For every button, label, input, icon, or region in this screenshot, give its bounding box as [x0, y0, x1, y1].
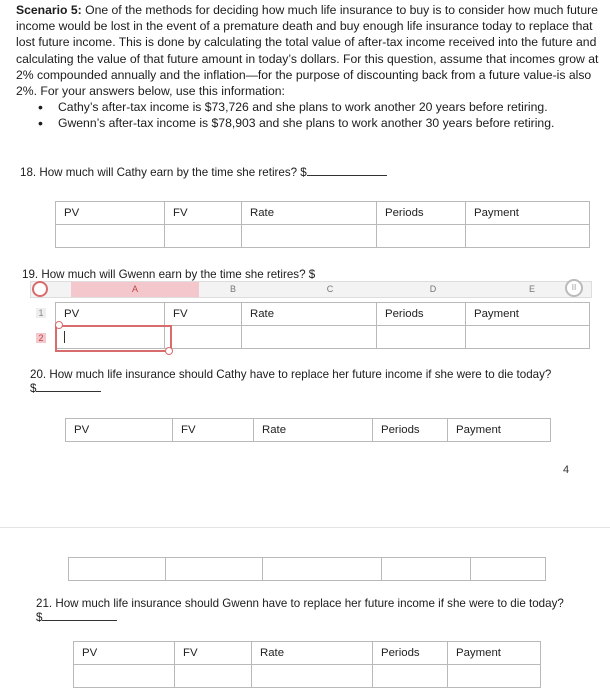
cell-rate[interactable] — [263, 558, 382, 581]
question-18-text: 18. How much will Cathy earn by the time she retires? $ — [20, 166, 307, 179]
header-payment: Payment — [466, 202, 590, 225]
cell-payment[interactable] — [466, 225, 590, 248]
column-d-header[interactable]: D — [429, 284, 437, 294]
header-fv: FV — [165, 202, 242, 225]
scenario-bullets — [16, 99, 600, 131]
header-fv: FV — [165, 303, 242, 326]
header-periods: Periods — [373, 419, 448, 442]
column-e-header[interactable]: E — [528, 284, 535, 294]
table-21 — [73, 641, 541, 688]
table-20 — [65, 418, 551, 442]
dollar-sign-21: $ — [36, 611, 43, 624]
column-a-header[interactable]: A — [71, 282, 199, 297]
bullet-cathy: • Cathy’s after-tax income is $73,726 and she plans to work another 20 years before retiring. — [16, 99, 600, 115]
header-rate: Rate — [252, 642, 373, 665]
question-19-text: 19. How much will Gwenn earn by the time she retires? $ — [22, 268, 316, 281]
select-all-circle-icon[interactable] — [32, 281, 48, 297]
header-fv: FV — [173, 419, 254, 442]
header-payment: Payment — [466, 303, 590, 326]
row-number-1[interactable]: 1 — [36, 308, 46, 318]
header-rate: Rate — [242, 303, 377, 326]
cell-fv[interactable] — [166, 558, 263, 581]
cell-payment[interactable] — [466, 326, 590, 349]
selection-handle-top[interactable] — [55, 321, 63, 329]
column-b-header[interactable]: B — [229, 284, 236, 294]
header-rate: Rate — [242, 202, 377, 225]
selection-handle-bottom[interactable] — [165, 347, 173, 355]
answer-blank-21[interactable] — [42, 610, 117, 621]
row-number-2[interactable]: 2 — [36, 333, 46, 343]
question-20 — [30, 368, 551, 395]
pause-glyph: II — [571, 283, 577, 292]
header-periods: Periods — [373, 642, 448, 665]
cell-pv[interactable] — [74, 665, 175, 688]
cell-rate[interactable] — [242, 326, 377, 349]
header-rate: Rate — [254, 419, 373, 442]
cell-payment[interactable] — [448, 665, 541, 688]
scenario-label: Scenario 5: — [16, 3, 82, 17]
header-payment: Payment — [448, 419, 551, 442]
cell-periods[interactable] — [377, 326, 466, 349]
column-c-header[interactable]: C — [326, 284, 334, 294]
scenario-paragraph — [16, 2, 600, 132]
cell-fv[interactable] — [165, 225, 242, 248]
page-number: 4 — [563, 464, 570, 476]
question-19 — [22, 268, 315, 281]
cell-periods[interactable] — [382, 558, 471, 581]
dollar-sign-20: $ — [30, 382, 37, 395]
cell-pv[interactable] — [69, 558, 166, 581]
scenario-text: One of the methods for deciding how much life insurance to buy is to consider how much future income would be lost in the event of a premature death and buy enough life insurance today to replace that lost future income. This is done by calculating the total value of after-tax income received into the future and calculating the value of that future amount in today’s dollars. For this question, assume that incomes grow at 2% compounded annually and the inflation—for the purpose of discounting back from a future value-is also 2%. For your answers below, use this information: — [16, 3, 599, 99]
header-pv: PV — [56, 202, 165, 225]
header-fv: FV — [175, 642, 252, 665]
bullet-gwenn: • Gwenn’s after-tax income is $78,903 and she plans to work another 30 years before retiring. — [16, 115, 600, 131]
header-pv: PV — [66, 419, 173, 442]
cell-fv[interactable] — [175, 665, 252, 688]
cell-pv[interactable] — [56, 225, 165, 248]
cell-rate[interactable] — [242, 225, 377, 248]
header-periods: Periods — [377, 202, 466, 225]
question-21 — [36, 597, 564, 624]
cell-periods[interactable] — [377, 225, 466, 248]
pause-icon[interactable] — [565, 279, 583, 297]
question-21-text: 21. How much life insurance should Gwenn have to replace her future income if she were to die today? — [36, 597, 564, 610]
header-pv: PV — [56, 303, 165, 326]
answer-blank-20[interactable] — [36, 381, 101, 392]
cell-payment[interactable] — [471, 558, 546, 581]
header-periods: Periods — [377, 303, 466, 326]
cell-rate[interactable] — [252, 665, 373, 688]
question-18 — [20, 165, 387, 179]
cell-fv[interactable] — [165, 326, 242, 349]
header-pv: PV — [74, 642, 175, 665]
table-20-values — [68, 557, 546, 581]
answer-blank-18[interactable] — [307, 165, 387, 176]
selected-cell-outline[interactable] — [55, 325, 172, 352]
cell-periods[interactable] — [373, 665, 448, 688]
table-18 — [55, 201, 590, 248]
spreadsheet-column-header — [30, 281, 592, 298]
header-payment: Payment — [448, 642, 541, 665]
question-20-text: 20. How much life insurance should Cathy have to replace her future income if she were to die today? — [30, 368, 552, 381]
page-divider — [0, 527, 610, 528]
